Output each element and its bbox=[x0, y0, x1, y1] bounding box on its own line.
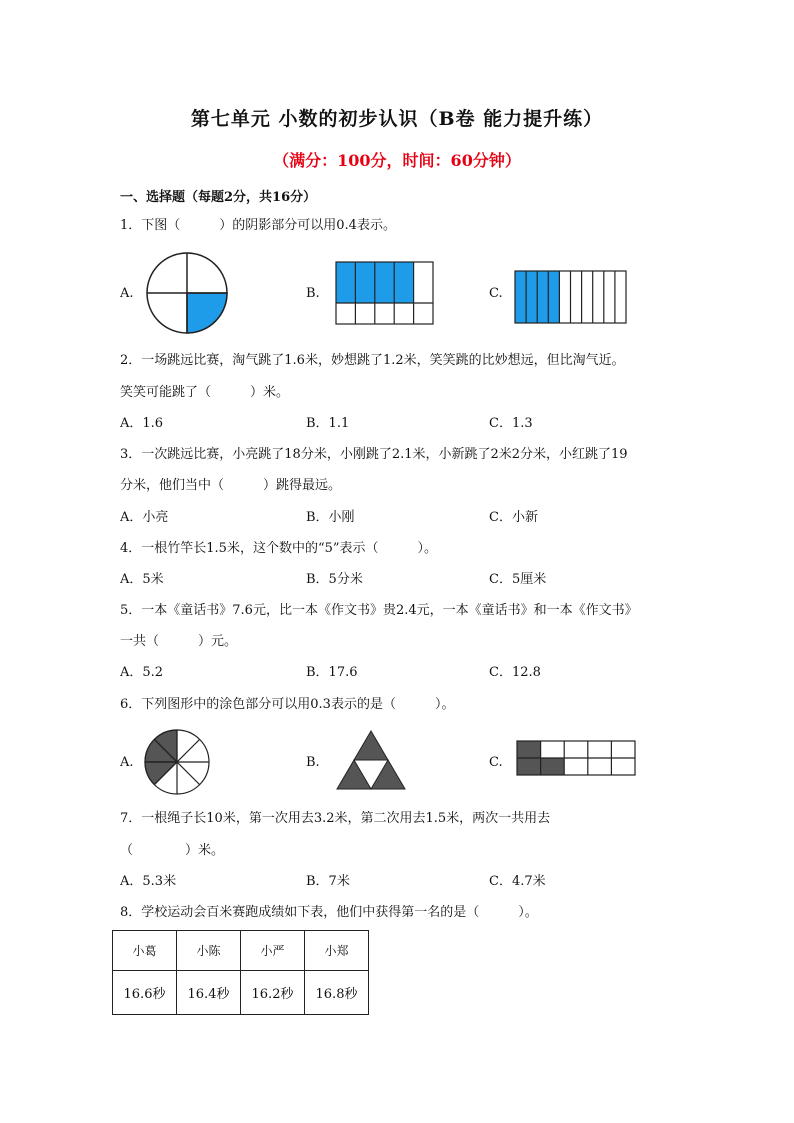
table-row bbox=[113, 971, 369, 1015]
question-2-line1: 2．一场跳远比赛，淘气跳了1.6米，妙想跳了1.2米，笑笑跳的比妙想远，但比淘气近。 bbox=[120, 353, 625, 368]
q2-option-a: A．1.6 bbox=[120, 416, 164, 431]
q6-option-a-figure bbox=[143, 728, 211, 796]
table-header-cell: 小陈 bbox=[177, 931, 241, 971]
q6-option-c-figure bbox=[516, 740, 636, 776]
q3-option-a: A．小亮 bbox=[120, 510, 169, 525]
q1-option-b-label: B. bbox=[306, 286, 320, 301]
q3-option-c: C．小新 bbox=[489, 510, 538, 525]
q5-option-c: C．12.8 bbox=[489, 665, 541, 680]
table-header-row bbox=[113, 931, 369, 971]
q3-option-b: B．小刚 bbox=[306, 510, 355, 525]
q2-option-c: C．1.3 bbox=[489, 416, 533, 431]
question-5-line1: 5．一本《童话书》7.6元，比一本《作文书》贵2.4元，一本《童话书》和一本《作文书》 bbox=[120, 603, 638, 618]
question-1: 1．下图（ ）的阴影部分可以用0.4表示。 bbox=[120, 218, 396, 233]
question-7-line1: 7．一根绳子长10米，第一次用去3.2米，第二次用去1.5米，两次一共用去 bbox=[120, 811, 551, 826]
exam-info: （满分：100分，时间：60分钟） bbox=[273, 151, 521, 170]
table-header-cell: 小严 bbox=[241, 931, 305, 971]
question-2-line2: 笑笑可能跳了（ ）米。 bbox=[120, 385, 290, 400]
table-cell: 16.8秒 bbox=[305, 971, 369, 1015]
table-cell: 16.4秒 bbox=[177, 971, 241, 1015]
question-4: 4．一根竹竿长1.5米，这个数中的“5”表示（ ）。 bbox=[120, 541, 438, 556]
race-results-table bbox=[112, 930, 369, 1015]
q7-option-a: A．5.3米 bbox=[120, 874, 177, 889]
q7-option-c: C．4.7米 bbox=[489, 874, 546, 889]
shaded-quarter bbox=[187, 293, 227, 333]
question-5-line2: 一共（ ）元。 bbox=[120, 634, 238, 649]
q6-option-c-label: C. bbox=[489, 755, 503, 770]
q2-option-b: B．1.1 bbox=[306, 416, 350, 431]
dark-sector bbox=[145, 762, 177, 785]
section-heading: 一、选择题（每题2分，共16分） bbox=[120, 190, 317, 205]
q6-option-a-label: A. bbox=[120, 755, 134, 770]
table-cell: 16.2秒 bbox=[241, 971, 305, 1015]
page-title: 第七单元 小数的初步认识（B卷 能力提升练） bbox=[190, 108, 604, 130]
q4-option-b: B．5分米 bbox=[306, 572, 363, 587]
q6-option-b-label: B. bbox=[306, 755, 320, 770]
q1-option-b-figure bbox=[335, 261, 434, 325]
q5-option-b: B．17.6 bbox=[306, 665, 358, 680]
question-3-line2: 分米，他们当中（ ）跳得最远。 bbox=[120, 478, 342, 493]
table-header-cell: 小葛 bbox=[113, 931, 177, 971]
question-8: 8．学校运动会百米赛跑成绩如下表，他们中获得第一名的是（ ）。 bbox=[120, 905, 538, 920]
q6-option-b-figure bbox=[335, 729, 407, 791]
q1-option-a-label: A. bbox=[120, 286, 134, 301]
q4-option-c: C．5厘米 bbox=[489, 572, 547, 587]
q4-option-a: A．5米 bbox=[120, 572, 164, 587]
q1-option-c-label: C. bbox=[489, 286, 503, 301]
question-3-line1: 3．一次跳远比赛，小亮跳了18分米，小刚跳了2.1米，小新跳了2米2分米，小红跳了19 bbox=[120, 447, 628, 462]
table-cell: 16.6秒 bbox=[113, 971, 177, 1015]
q1-option-a-figure bbox=[146, 252, 228, 334]
q5-option-a: A．5.2 bbox=[120, 665, 164, 680]
question-6: 6．下列图形中的涂色部分可以用0.3表示的是（ ）。 bbox=[120, 697, 455, 712]
table-header-cell: 小郑 bbox=[305, 931, 369, 971]
q1-option-c-figure bbox=[514, 270, 627, 324]
q7-option-b: B．7米 bbox=[306, 874, 350, 889]
question-7-line2: （ ）米。 bbox=[120, 843, 225, 858]
